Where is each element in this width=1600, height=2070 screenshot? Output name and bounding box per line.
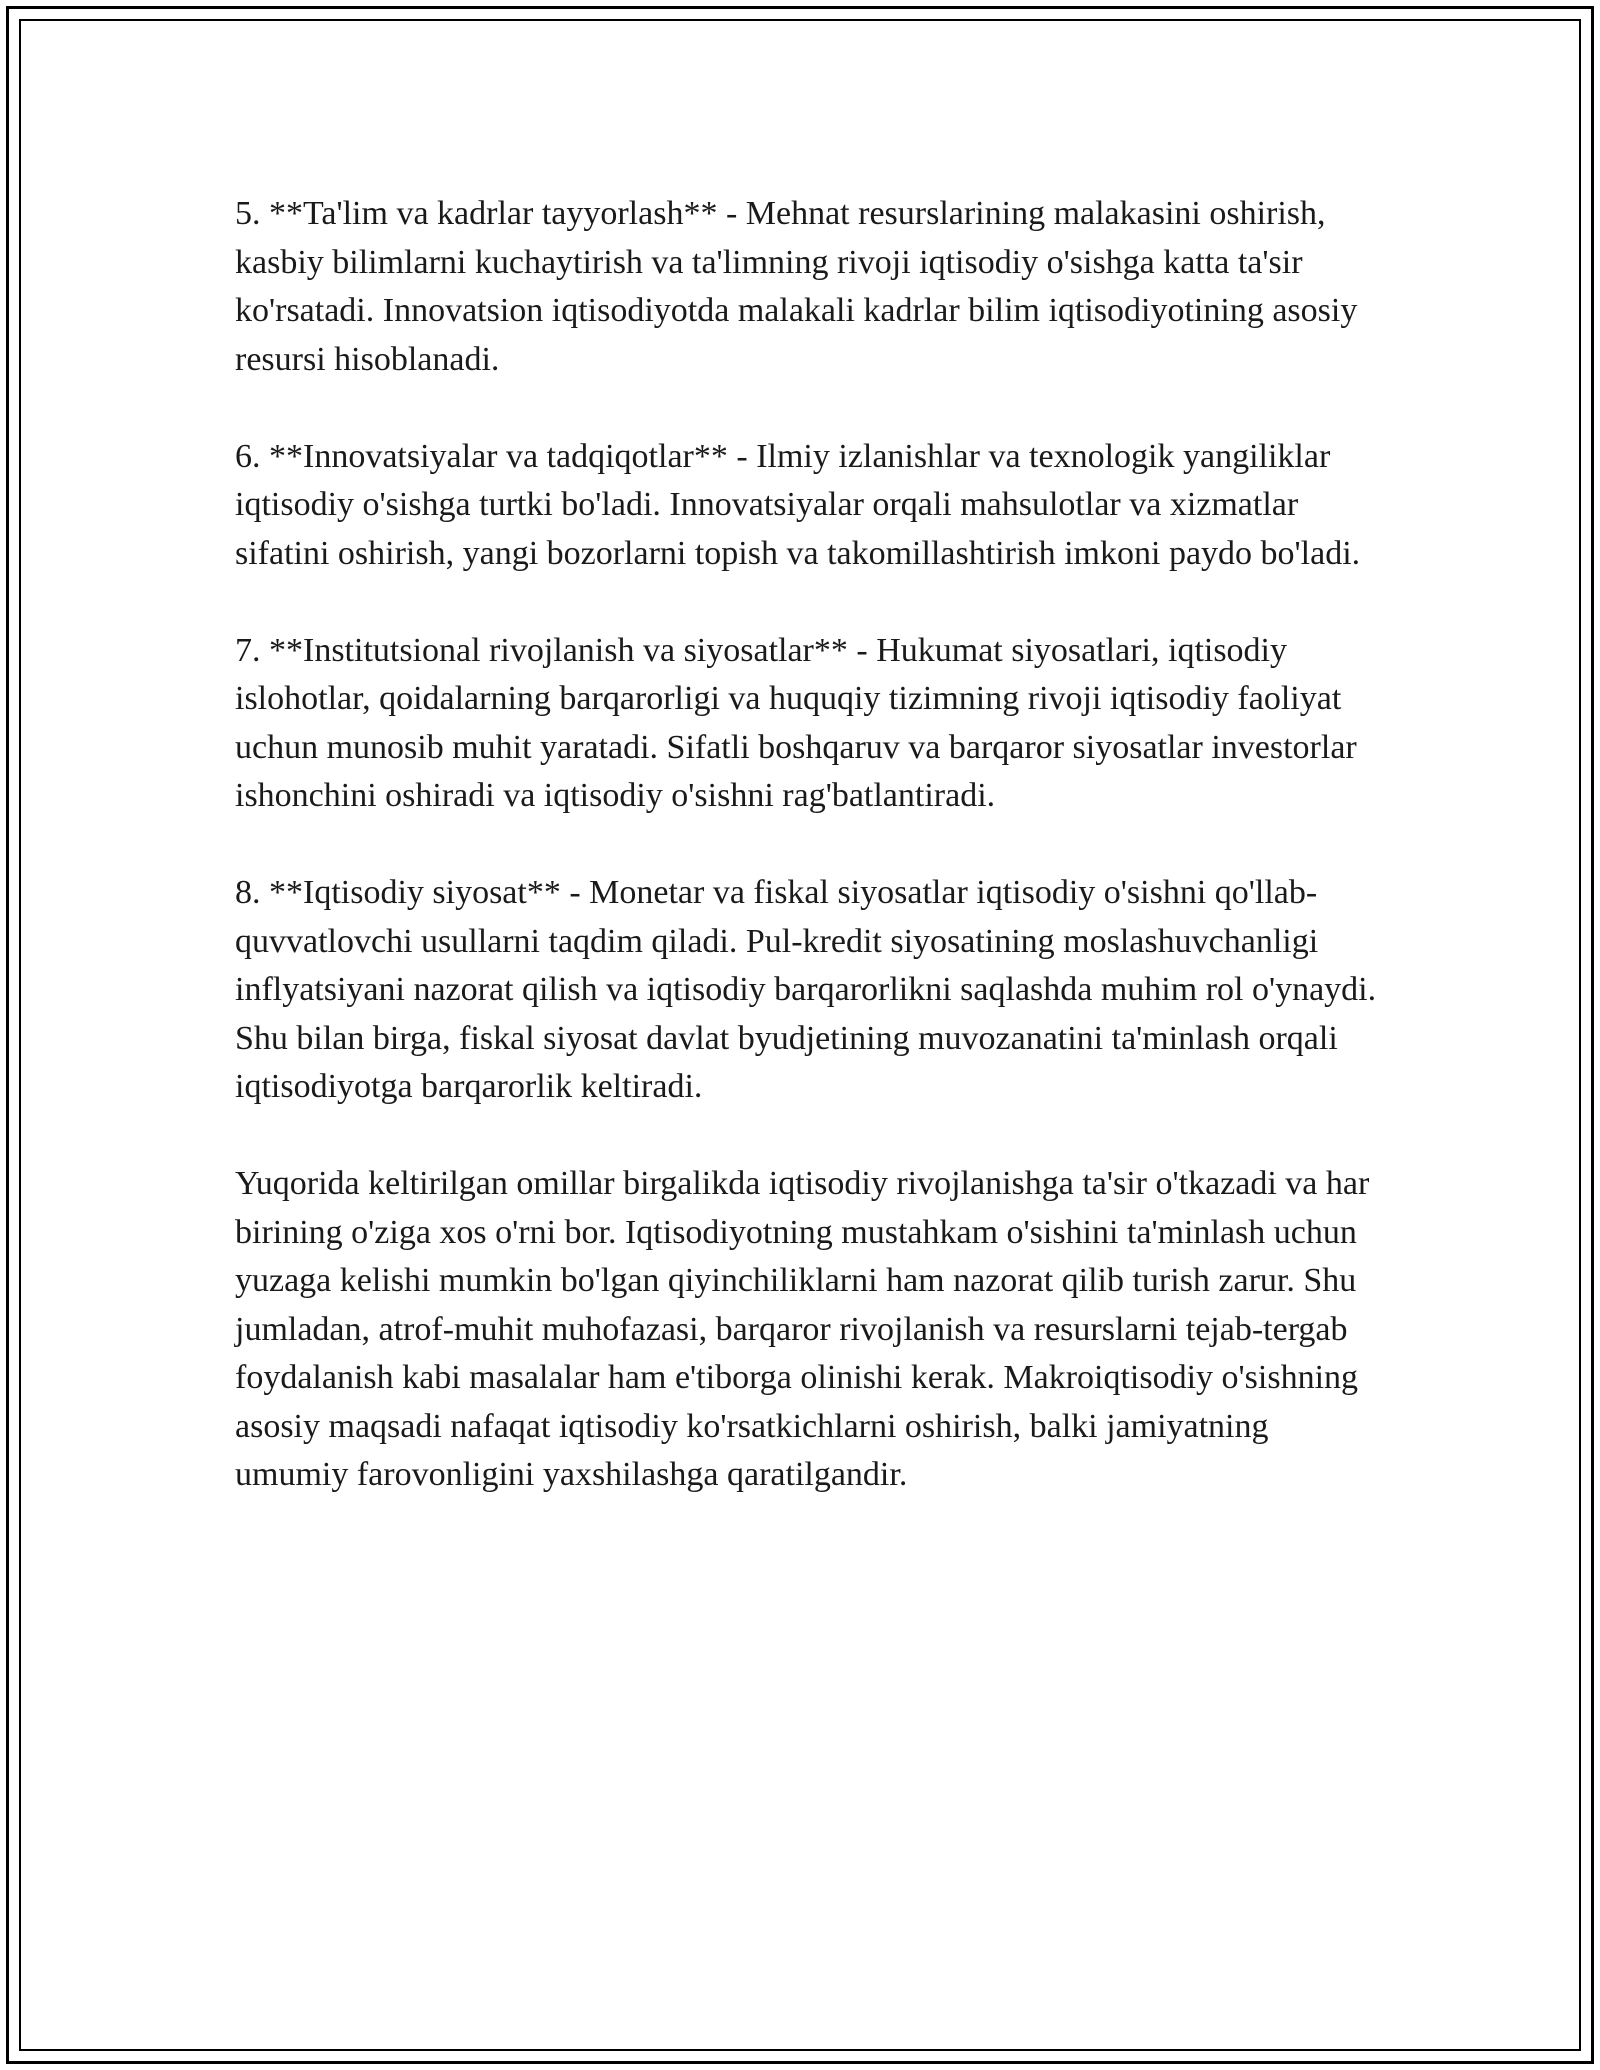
document-body xyxy=(235,190,1385,1548)
paragraph-conclusion: Yuqorida keltirilgan omillar birgalikda iqtisodiy rivojlanishga ta'sir o'tkazadi va har birining o'ziga xos o'rni bor. Iqtisodiyotning mustahkam o'sishini ta'minlash uchun yuzaga kelishi mumkin bo'lgan qiyinchiliklarni ham nazorat qilib turish zarur. Shu jumladan, atrof-muhit muhofazasi, barqaror rivojlanish va resurslarni tejab-tergab foydalanish kabi masalalar ham e'tiborga olinishi kerak. Makroiqtisodiy o'sishning asosiy maqsadi nafaqat iqtisodiy ko'rsatkichlarni oshirish, balki jamiyatning umumiy farovonligini yaxshilashga qaratilgandir. xyxy=(235,1165,1370,1493)
paragraph-item-8: 8. **Iqtisodiy siyosat** - Monetar va fiskal siyosatlar iqtisodiy o'sishni qo'llab-quvvatlovchi usullarni taqdim qiladi. Pul-kredit siyosatining moslashuvchanligi inflyatsiyani nazorat qilish va iqtisodiy barqarorlikni saqlashda muhim rol o'ynaydi. Shu bilan birga, fiskal siyosat davlat byudjetining muvozanatini ta'minlash orqali iqtisodiyotga barqarorlik keltiradi. xyxy=(235,874,1377,1105)
paragraph-item-7: 7. **Institutsional rivojlanish va siyosatlar** - Hukumat siyosatlari, iqtisodiy islohotlar, qoidalarning barqarorligi va huquqiy tizimning rivoji iqtisodiy faoliyat uchun munosib muhit yaratadi. Sifatli boshqaruv va barqaror siyosatlar investorlar ishonchini oshiradi va iqtisodiy o'sishni rag'batlantiradi. xyxy=(235,631,1357,814)
paragraph-item-5: 5. **Ta'lim va kadrlar tayyorlash** - Mehnat resurslarining malakasini oshirish, kasbiy bilimlarni kuchaytirish va ta'limning rivoji iqtisodiy o'sishga katta ta'sir ko'rsatadi. Innovatsion iqtisodiyotda malakali kadrlar bilim iqtisodiyotining asosiy resursi hisoblanadi. xyxy=(235,195,1358,378)
paragraph-item-6: 6. **Innovatsiyalar va tadqiqotlar** - Ilmiy izlanishlar va texnologik yangiliklar iqtisodiy o'sishga turtki bo'ladi. Innovatsiyalar orqali mahsulotlar va xizmatlar sifatini oshirish, yangi bozorlarni topish va takomillashtirish imkoni paydo bo'ladi. xyxy=(235,437,1361,572)
